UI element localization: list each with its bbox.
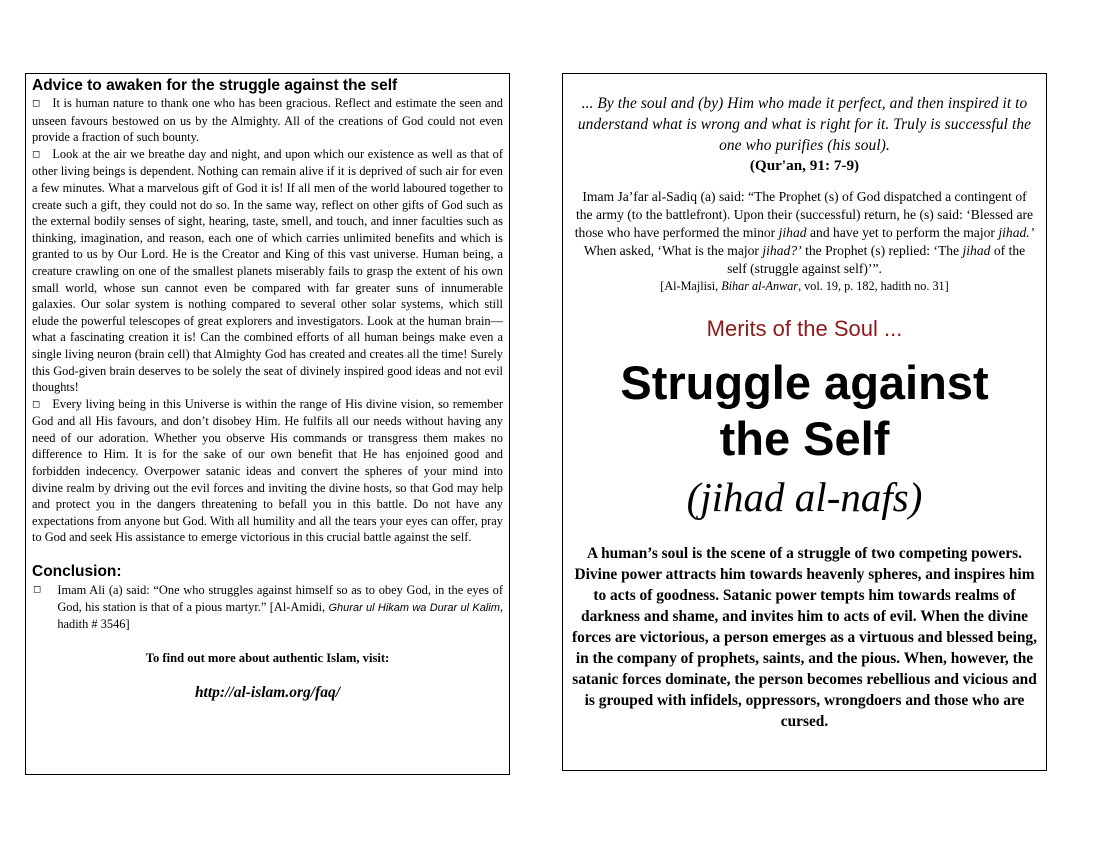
advice-text-3: Every living being in this Universe is within the range of His divine vision, so remember God and all His favours, and don’t disobey Him. He fulfils all our needs without having any need of our adoration. Whether you observe His commands or transgress them makes no difference to Him. It is for the sake of our own benefit that He has enjoined good and forbidden indecency. Overpower satanic ideas and convert the spheres of your mind into divine realm by driving out the evil forces and inviting the divine hosts, so that God may help and protect you in the dangers threatening to befall you in this battle. Do not have any expectations from anyone but God. With all humility and all the tears your eyes can offer, pray to God and seek His assistance to emerge victorious in this crucial battle against the self. <box>32 396 503 545</box>
checkbox-bullet-icon: ◻ <box>32 98 41 109</box>
back-panel <box>25 73 510 775</box>
title-line-1: Struggle against <box>620 356 989 409</box>
quran-verse: ... By the soul and (by) Him who made it perfect, and then inspired it to understand what is wrong and what is right for it. Truly is successful the one who purifies (his soul). <box>577 95 1032 154</box>
advice-paragraph-1 <box>32 95 503 146</box>
advice-paragraph-3 <box>32 396 503 546</box>
checkbox-bullet-icon: ◻ <box>32 148 41 160</box>
website-link[interactable]: http://al-islam.org/faq/ <box>194 683 341 701</box>
verse-reference: (Qur'an, 91: 7-9) <box>749 157 860 174</box>
advice-text-1: It is human nature to thank one who has been gracious. Reflect and estimate the seen and unseen favours bestowed on us by the Almighty. All of the creations of God could not even provide a fraction of such bounty. <box>32 96 503 145</box>
hadith-source: [Al-Majlisi, Bihar al-Anwar, vol. 19, p. 182, hadith no. 31] <box>660 279 949 293</box>
checkbox-bullet-icon: ◻ <box>32 398 41 410</box>
front-panel <box>562 73 1047 771</box>
conclusion-item <box>32 582 503 633</box>
conclusion-quote: Imam Ali (a) said: “One who struggles against himself so as to obey God, in the eyes of God, his station is that of a pious martyr.” [Al-Amidi, <box>57 583 503 614</box>
advice-heading: Advice to awaken for the struggle against the self <box>32 77 398 94</box>
conclusion-text <box>57 582 503 633</box>
intro-paragraph: A human’s soul is the scene of a struggle of two competing powers. Divine power attracts him towards heavenly spheres, and inspires him to acts of goodness. Satanic power tempts him towards realms of darkness and shame, and invites him to acts of evil. When the divine forces are victorious, a person emerges as a virtuous and blessed being, in the company of prophets, saints, and the pious. When, however, the satanic forces dominate, the person becomes rebellious and vicious and is grouped with infidels, oppressors, wrongdoers and those who are cursed. <box>572 545 1037 730</box>
merits-heading: Merits of the Soul ... <box>706 316 903 341</box>
hadith-text: Imam Ja’far al-Sadiq (a) said: “The Prophet (s) of God dispatched a contingent of the army (to the battlefront). Upon their (successful) return, he (s) said: ‘Blessed are those who have performed the minor jihad and have yet to perform the major jihad.’ When asked, ‘What is the major jihad?’ the Prophet (s) replied: ‘The jihad of the self (struggle against self)’”. <box>574 189 1035 276</box>
advice-paragraph-2 <box>32 146 503 396</box>
checkbox-bullet-icon: ◻ <box>33 584 42 596</box>
conclusion-hadith-number: , hadith # 3546] <box>57 599 503 632</box>
subtitle: (jihad al-nafs) <box>686 474 923 520</box>
conclusion-source: Ghurar ul Hikam wa Durar ul Kalim <box>328 601 500 614</box>
conclusion-heading: Conclusion: <box>32 563 122 581</box>
main-title <box>569 355 1040 467</box>
title-line-2: the Self <box>719 412 890 465</box>
visit-text: To find out more about authentic Islam, visit: <box>145 650 390 665</box>
advice-text-2: Look at the air we breathe day and night, and upon which our existence as well as that of other living beings is dependent. Nothing can remain alive if it is deprived of such air for even a few minutes. What a marvelous gift of God it is! If all men of the world laboured together to create such a gift, they could not do so. In the same way, reflect on other gifts of God such as the external bodily senses of sight, hearing, taste, smell, and touch, and inner faculties such as thinking, imagination, and reason, each one of which carries unlimited benefits and which is granted to us by Our Lord. He is the Creator and King of this vast universe. Human being, a creature crawling on one of the smallest planets miserably fails to grasp the extent of his own small world, whose sun cannot even be compared with far greater suns of innumerable galaxies. Our solar system is nothing compared to several other solar systems, which still elude the powerful telescopes of great explorers and investigators. Look at the human brain—what a fascinating creation it is! Can the combined efforts of all human beings make even a single living neuron (brain cell) that Almighty God has created and creates all the time! Surely this God-given brain deserves to be solely the seat of divinely inspired good ideas and not evil thoughts! <box>32 146 503 395</box>
